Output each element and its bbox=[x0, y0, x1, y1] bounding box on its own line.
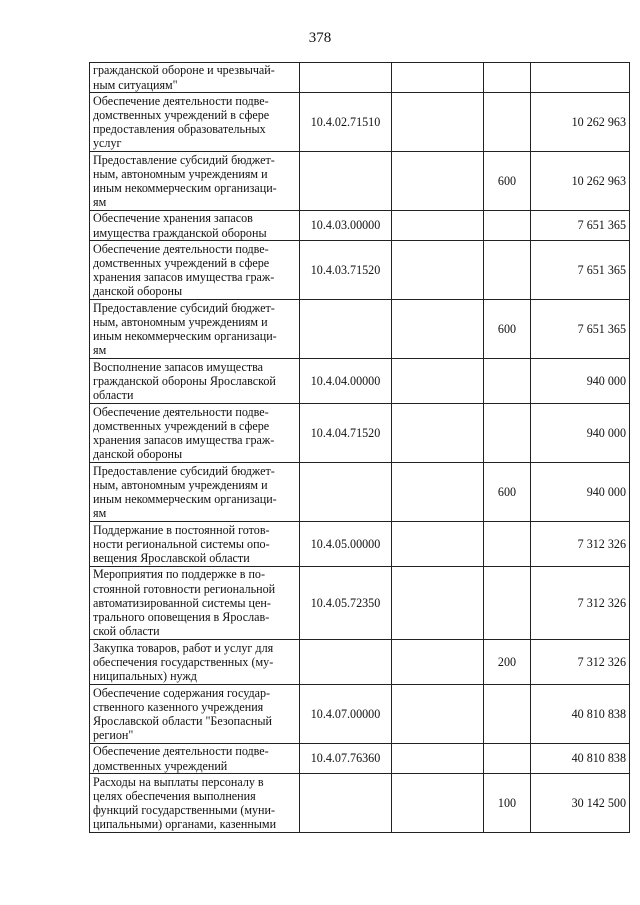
expense-type-cell: 100 bbox=[484, 774, 531, 833]
amount-cell: 40 810 838 bbox=[531, 685, 630, 744]
expense-type-cell bbox=[484, 359, 531, 404]
empty-cell bbox=[392, 774, 484, 833]
expense-name-cell bbox=[90, 774, 300, 833]
empty-cell bbox=[392, 522, 484, 567]
expense-name-line: домственных учреждений в сфере bbox=[93, 418, 270, 433]
expense-name-line: Предоставление субсидий бюджет- bbox=[93, 463, 275, 478]
budget-table bbox=[89, 62, 630, 833]
table-row bbox=[90, 685, 630, 744]
expense-name-line: гражданской обороне и чрезвычай- bbox=[93, 63, 275, 78]
empty-cell bbox=[392, 300, 484, 359]
amount-cell: 7 312 326 bbox=[531, 640, 630, 685]
expense-type-cell: 600 bbox=[484, 300, 531, 359]
expense-name-line: функций государственными (муни- bbox=[93, 803, 276, 817]
expense-name-line: хранения запасов имущества граж- bbox=[93, 270, 275, 284]
expense-name-line: Расходы на выплаты персоналу в bbox=[93, 774, 264, 789]
expense-name-line: ской области bbox=[93, 624, 160, 639]
expense-name-line: Восполнение запасов имущества bbox=[93, 359, 264, 374]
expense-name-line: Обеспечение деятельности подве- bbox=[93, 93, 269, 108]
expense-name-cell bbox=[90, 152, 300, 211]
amount-cell bbox=[531, 63, 630, 93]
table-row bbox=[90, 63, 630, 93]
expense-name-line: трального оповещения в Ярослав- bbox=[93, 610, 270, 625]
expense-name-line: автоматизированной системы цен- bbox=[93, 595, 271, 610]
amount-cell: 30 142 500 bbox=[531, 774, 630, 833]
empty-cell bbox=[392, 359, 484, 404]
amount-cell: 7 651 365 bbox=[531, 300, 630, 359]
amount-cell: 40 810 838 bbox=[531, 744, 630, 774]
expense-name-line: Предоставление субсидий бюджет- bbox=[93, 300, 275, 315]
expense-name-line: ям bbox=[93, 343, 107, 358]
target-code-cell: 10.4.04.71520 bbox=[300, 404, 392, 463]
expense-name-cell bbox=[90, 93, 300, 152]
expense-type-cell bbox=[484, 404, 531, 463]
expense-type-cell: 200 bbox=[484, 640, 531, 685]
expense-name-line: иным некоммерческим организаци- bbox=[93, 492, 277, 506]
expense-name-line: услуг bbox=[93, 136, 122, 151]
expense-name-line: данской обороны bbox=[93, 284, 183, 299]
target-code-cell bbox=[300, 640, 392, 685]
expense-name-line: ям bbox=[93, 195, 107, 210]
expense-type-cell: 600 bbox=[484, 152, 531, 211]
empty-cell bbox=[392, 211, 484, 241]
expense-name-line: Обеспечение деятельности подве- bbox=[93, 744, 269, 759]
amount-cell: 7 651 365 bbox=[531, 241, 630, 300]
amount-cell: 940 000 bbox=[531, 463, 630, 522]
expense-name-cell bbox=[90, 63, 300, 93]
expense-name-line: иным некоммерческим организаци- bbox=[93, 181, 277, 195]
table-row bbox=[90, 359, 630, 404]
amount-cell: 10 262 963 bbox=[531, 152, 630, 211]
target-code-cell: 10.4.07.76360 bbox=[300, 744, 392, 774]
table-row bbox=[90, 211, 630, 241]
amount-cell: 940 000 bbox=[531, 359, 630, 404]
expense-name-cell bbox=[90, 463, 300, 522]
expense-name-line: иным некоммерческим организаци- bbox=[93, 329, 277, 343]
target-code-cell bbox=[300, 774, 392, 833]
target-code-cell: 10.4.04.00000 bbox=[300, 359, 392, 404]
expense-name-line: Предоставление субсидий бюджет- bbox=[93, 152, 275, 167]
expense-name-line: Обеспечение хранения запасов bbox=[93, 211, 253, 226]
expense-name-line: Поддержание в постоянной готов- bbox=[93, 522, 270, 537]
expense-name-cell bbox=[90, 404, 300, 463]
empty-cell bbox=[392, 463, 484, 522]
page-number: 378 bbox=[308, 30, 332, 46]
expense-type-cell bbox=[484, 93, 531, 152]
expense-name-line: обеспечения государственных (му- bbox=[93, 654, 274, 669]
empty-cell bbox=[392, 640, 484, 685]
expense-name-line: домственных учреждений bbox=[93, 758, 228, 773]
table-row bbox=[90, 744, 630, 774]
expense-name-cell bbox=[90, 685, 300, 744]
expense-name-line: гражданской обороны Ярославской bbox=[93, 373, 276, 388]
empty-cell bbox=[392, 63, 484, 93]
table-row bbox=[90, 300, 630, 359]
empty-cell bbox=[392, 567, 484, 640]
table-row bbox=[90, 522, 630, 567]
expense-name-cell bbox=[90, 359, 300, 404]
empty-cell bbox=[392, 93, 484, 152]
expense-type-cell bbox=[484, 744, 531, 774]
expense-name-line: целях обеспечения выполнения bbox=[93, 788, 256, 803]
target-code-cell: 10.4.07.00000 bbox=[300, 685, 392, 744]
table-row bbox=[90, 241, 630, 300]
empty-cell bbox=[392, 152, 484, 211]
expense-type-cell bbox=[484, 567, 531, 640]
table-row bbox=[90, 404, 630, 463]
expense-name-line: ям bbox=[93, 506, 107, 521]
target-code-cell bbox=[300, 63, 392, 93]
table-row bbox=[90, 774, 630, 833]
target-code-cell: 10.4.03.71520 bbox=[300, 241, 392, 300]
expense-name-cell bbox=[90, 522, 300, 567]
expense-name-line: ным, автономным учреждениям и bbox=[93, 314, 268, 329]
table-row bbox=[90, 567, 630, 640]
expense-name-line: домственных учреждений в сфере bbox=[93, 255, 270, 270]
table-row bbox=[90, 152, 630, 211]
expense-name-line: ным, автономным учреждениям и bbox=[93, 477, 268, 492]
expense-name-cell bbox=[90, 211, 300, 241]
expense-name-line: хранения запасов имущества граж- bbox=[93, 433, 275, 447]
expense-name-line: Ярославской области "Безопасный bbox=[93, 714, 272, 728]
expense-name-line: Обеспечение деятельности подве- bbox=[93, 404, 269, 419]
target-code-cell: 10.4.03.00000 bbox=[300, 211, 392, 241]
amount-cell: 7 312 326 bbox=[531, 567, 630, 640]
expense-name-cell bbox=[90, 241, 300, 300]
expense-name-line: стоянной готовности региональной bbox=[93, 581, 276, 596]
expense-type-cell: 600 bbox=[484, 463, 531, 522]
expense-name-cell bbox=[90, 744, 300, 774]
target-code-cell: 10.4.05.72350 bbox=[300, 567, 392, 640]
empty-cell bbox=[392, 685, 484, 744]
empty-cell bbox=[392, 744, 484, 774]
expense-name-line: имущества гражданской обороны bbox=[93, 225, 267, 240]
expense-type-cell bbox=[484, 63, 531, 93]
target-code-cell: 10.4.05.00000 bbox=[300, 522, 392, 567]
expense-name-line: области bbox=[93, 388, 134, 403]
expense-name-line: домственных учреждений в сфере bbox=[93, 107, 270, 122]
target-code-cell bbox=[300, 300, 392, 359]
table-row bbox=[90, 93, 630, 152]
expense-name-line: Обеспечение содержания государ- bbox=[93, 685, 271, 700]
expense-name-cell bbox=[90, 300, 300, 359]
table-row bbox=[90, 640, 630, 685]
expense-name-line: предоставления образовательных bbox=[93, 122, 266, 136]
expense-name-line: ным, автономным учреждениям и bbox=[93, 166, 268, 181]
expense-name-line: вещения Ярославской области bbox=[93, 551, 250, 566]
expense-name-line: Обеспечение деятельности подве- bbox=[93, 241, 269, 256]
expense-name-line: данской обороны bbox=[93, 447, 183, 462]
expense-name-line: ным ситуациям" bbox=[93, 77, 178, 92]
expense-name-line: ципальными) органами, казенными bbox=[93, 817, 277, 832]
expense-type-cell bbox=[484, 685, 531, 744]
expense-name-line: Закупка товаров, работ и услуг для bbox=[93, 640, 274, 655]
target-code-cell: 10.4.02.71510 bbox=[300, 93, 392, 152]
table-row bbox=[90, 463, 630, 522]
target-code-cell bbox=[300, 463, 392, 522]
expense-name-cell bbox=[90, 640, 300, 685]
amount-cell: 7 312 326 bbox=[531, 522, 630, 567]
expense-name-line: Мероприятия по поддержке в по- bbox=[93, 567, 265, 582]
expense-type-cell bbox=[484, 522, 531, 567]
empty-cell bbox=[392, 241, 484, 300]
target-code-cell bbox=[300, 152, 392, 211]
empty-cell bbox=[392, 404, 484, 463]
amount-cell: 10 262 963 bbox=[531, 93, 630, 152]
amount-cell: 940 000 bbox=[531, 404, 630, 463]
expense-name-line: регион" bbox=[93, 728, 134, 743]
expense-name-line: ности региональной системы опо- bbox=[93, 536, 270, 551]
amount-cell: 7 651 365 bbox=[531, 211, 630, 241]
expense-name-line: ниципальных) нужд bbox=[93, 669, 197, 684]
expense-name-cell bbox=[90, 567, 300, 640]
expense-name-line: ственного казенного учреждения bbox=[93, 699, 264, 714]
expense-type-cell bbox=[484, 241, 531, 300]
expense-type-cell bbox=[484, 211, 531, 241]
